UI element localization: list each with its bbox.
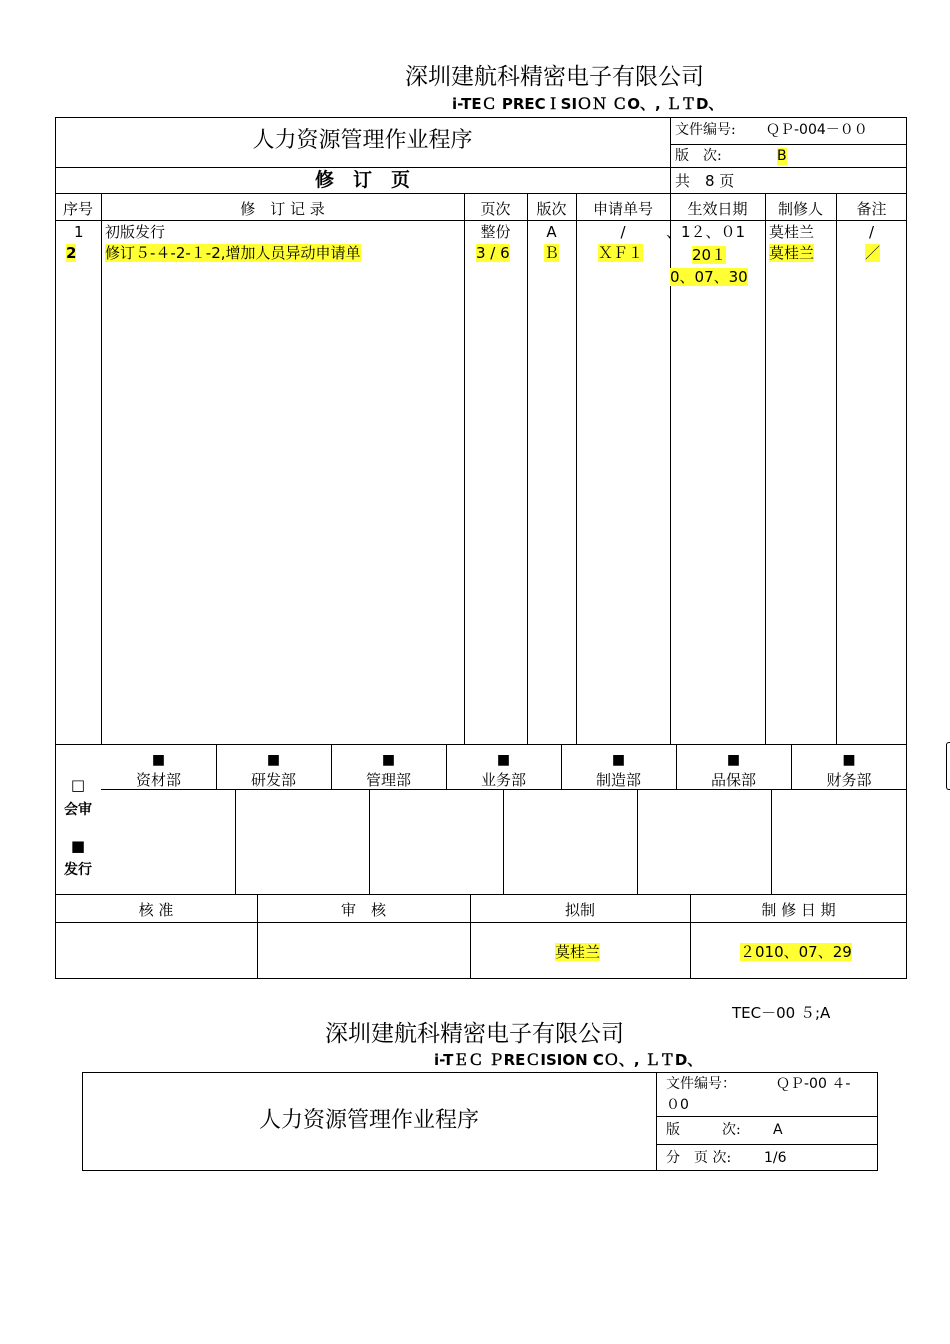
revision-date: ２010、07、29 <box>740 943 852 961</box>
approval-header-drafter: 拟制 <box>564 901 595 919</box>
issue-label: 发行 <box>64 862 92 878</box>
dept-checkbox-2[interactable]: ■ <box>266 752 281 768</box>
table-row-1-author: 莫桂兰 <box>769 223 815 241</box>
dept-checkbox-6[interactable]: ■ <box>726 752 741 768</box>
page2-version-label: 版 次: <box>666 1122 741 1138</box>
page2-doc-number-value-line2: ０0 <box>666 1097 689 1113</box>
page2-document-title: 人力资源管理作业程序 <box>258 1108 479 1133</box>
edge-mark <box>946 742 950 790</box>
dept-label-7: 财务部 <box>826 771 872 789</box>
page2-company-name-en: i-TＥＣ ＰREＣISION CＯ、, ＬＴD、 <box>434 1051 703 1069</box>
table-row-1-version: A <box>546 223 557 241</box>
dept-label-4: 业务部 <box>480 771 526 789</box>
dept-checkbox-1[interactable]: ■ <box>151 752 166 768</box>
table-row-1-record: 初版发行 <box>105 223 166 241</box>
issue-checkbox[interactable]: ■ <box>70 837 86 855</box>
review-checkbox[interactable]: □ <box>70 776 86 794</box>
table-row-1-note: / <box>868 223 875 241</box>
col-header-no: 序号 <box>62 200 93 218</box>
document-title: 人力资源管理作业程序 <box>252 128 473 153</box>
version-label: 版 次: <box>675 148 722 164</box>
col-header-effective-date: 生效日期 <box>687 200 748 218</box>
table-row-1-date: 、1２、０1 <box>666 223 746 241</box>
table-row-2-version: Ｂ <box>544 244 560 262</box>
col-header-version: 版次 <box>536 200 567 218</box>
doc-number-value: ＱＰ-004－００ <box>766 122 868 138</box>
page2-doc-number-value-line1: ＱＰ-00 ４- <box>776 1076 851 1092</box>
page2-page-label: 分 页 次: <box>666 1150 732 1166</box>
dept-checkbox-3[interactable]: ■ <box>381 752 396 768</box>
dept-checkbox-4[interactable]: ■ <box>496 752 511 768</box>
version-value: B <box>777 148 787 164</box>
page2-version-value: A <box>773 1122 783 1138</box>
col-header-note: 备注 <box>856 200 887 218</box>
drafter-name: 莫桂兰 <box>555 943 601 961</box>
doc-number-label: 文件编号: <box>675 122 736 138</box>
approval-header-audit: 审 核 <box>340 901 386 919</box>
page2-company-name-cn: 深圳建航科精密电子有限公司 <box>325 1021 624 1047</box>
table-row-2-author: 莫桂兰 <box>769 244 815 262</box>
company-name-en: i-TEＣ PRECＩSIＯＮ ＣO、, ＬＴD、 <box>452 95 724 113</box>
page2-page-value: 1/6 <box>764 1150 787 1166</box>
table-row-1-no: 1 <box>74 223 84 241</box>
table-row-2-request: ＸＦ１ <box>598 244 644 262</box>
col-header-author: 制修人 <box>777 200 823 218</box>
dept-checkbox-5[interactable]: ■ <box>611 752 626 768</box>
page2-doc-number-label: 文件编号： <box>666 1076 736 1092</box>
dept-label-1: 资材部 <box>135 771 181 789</box>
dept-label-6: 品保部 <box>710 771 756 789</box>
col-header-record: 修 订 记 录 <box>240 200 325 218</box>
dept-label-5: 制造部 <box>595 771 641 789</box>
form-code: TEC－00 ５;A <box>732 1004 831 1022</box>
approval-header-date: 制 修 日 期 <box>761 901 836 919</box>
dept-label-3: 管理部 <box>365 771 411 789</box>
table-row-2-no: 2 <box>66 244 77 262</box>
table-row-1-page: 整份 <box>480 223 511 241</box>
table-row-2-record: 修订５-４-2-１-2,增加人员异动申请单 <box>105 244 361 262</box>
dept-label-2: 研发部 <box>250 771 296 789</box>
table-row-2-page: 3 / 6 <box>476 244 510 262</box>
review-label: 会审 <box>64 802 92 818</box>
table-row-2-note: ／ <box>865 244 881 262</box>
col-header-page: 页次 <box>480 200 511 218</box>
total-pages: 共 8 页 <box>675 172 735 190</box>
table-row-1-request: / <box>620 223 626 241</box>
company-name-cn: 深圳建航科精密电子有限公司 <box>405 64 704 90</box>
dept-checkbox-7[interactable]: ■ <box>842 752 856 768</box>
table-row-2-date-line2: 0、07、30 <box>670 268 748 286</box>
approval-header-approve: 核 准 <box>138 901 174 919</box>
table-row-2-date-line1: 20１ <box>692 246 727 264</box>
section-title: 修 订 页 <box>314 169 410 191</box>
col-header-request: 申请单号 <box>592 200 653 218</box>
